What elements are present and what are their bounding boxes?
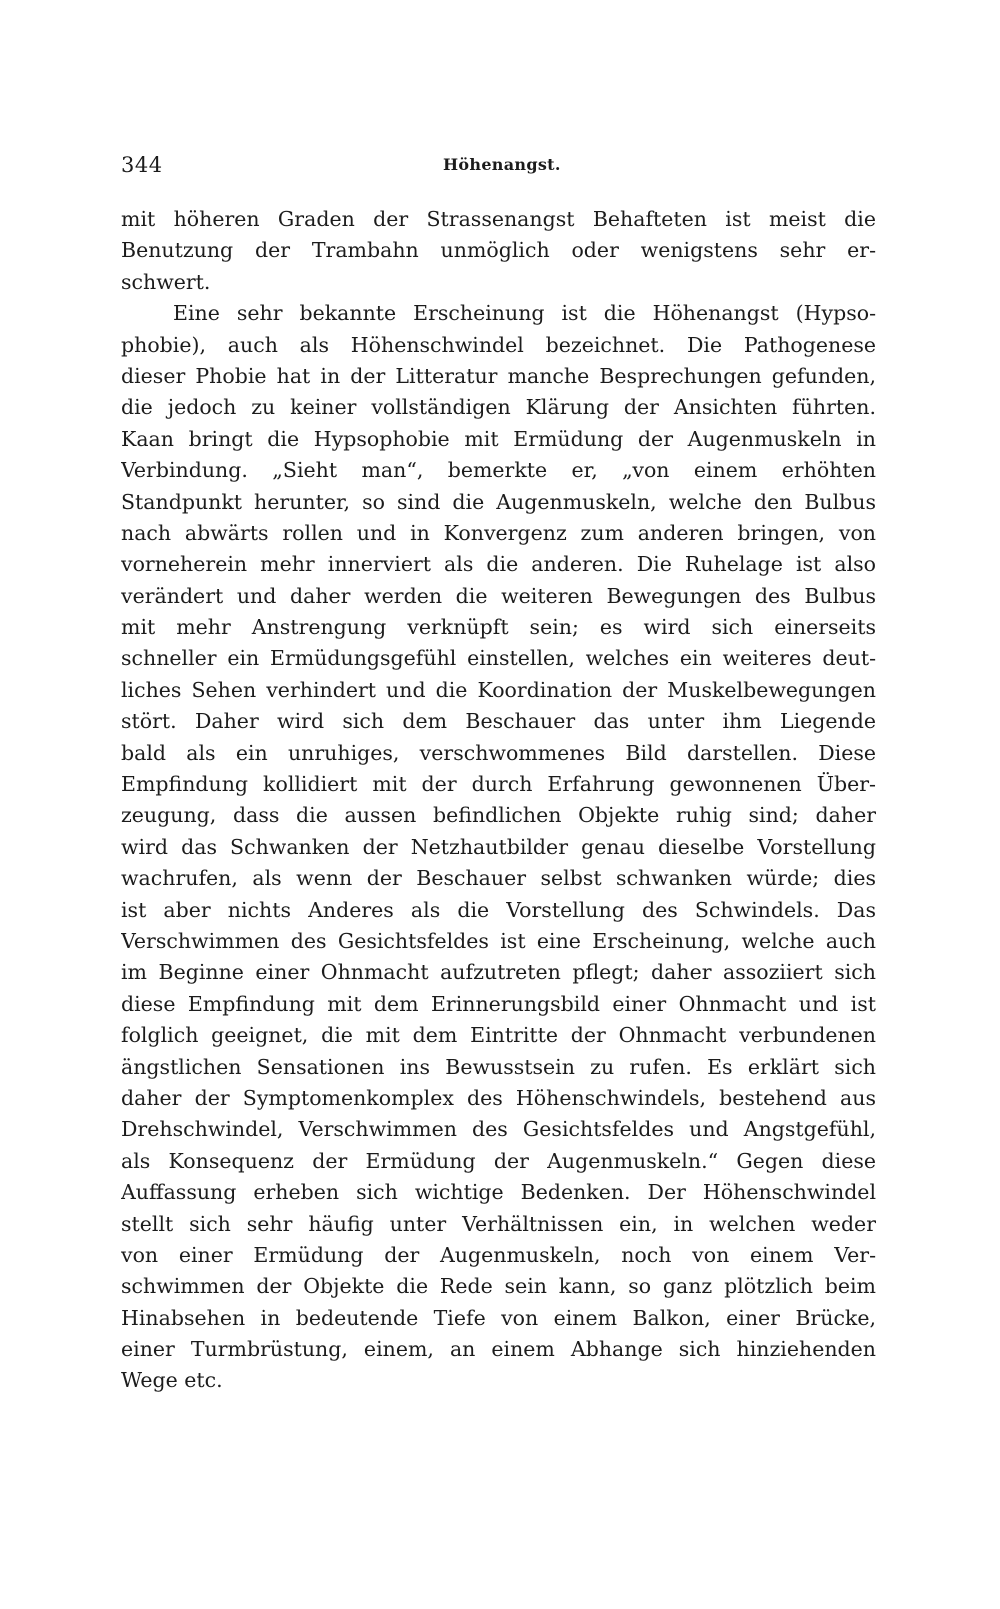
text-line: mit mehr Anstrengung verknüpft sein; es wird sich einerseits [121, 615, 876, 640]
text-line: Eine sehr bekannte Erscheinung ist die Höhenangst (Hypso- [173, 301, 876, 326]
text-line: folglich geeignet, die mit dem Eintritte der Ohnmacht verbundenen [121, 1023, 876, 1048]
text-line: daher der Symptomenkomplex des Höhenschwindels, bestehend aus [121, 1085, 876, 1110]
running-head: Höhenangst. [443, 155, 561, 174]
text-line: wird das Schwanken der Netzhautbilder genau dieselbe Vorstellung [121, 834, 876, 859]
text-line: ist aber nichts Anderes als die Vorstellung des Schwindels. Das [121, 897, 876, 922]
text-line: verändert und daher werden die weiteren Bewegungen des Bulbus [121, 583, 876, 608]
text-line: vorneherein mehr innerviert als die anderen. Die Ruhelage ist also [121, 552, 876, 577]
text-line: dieser Phobie hat in der Litteratur manche Besprechungen gefunden, [121, 363, 876, 388]
text-line: Benutzung der Trambahn unmöglich oder wenigstens sehr er- [121, 238, 876, 263]
text-line: als Konsequenz der Ermüdung der Augenmuskeln.“ Gegen diese [121, 1148, 876, 1173]
text-line: stellt sich sehr häufig unter Verhältnissen ein, in welchen weder [121, 1211, 876, 1236]
text-line: von einer Ermüdung der Augenmuskeln, noch von einem Ver- [121, 1242, 876, 1267]
text-line: Kaan bringt die Hypsophobie mit Ermüdung der Augenmuskeln in [121, 426, 876, 451]
text-line: Standpunkt herunter, so sind die Augenmuskeln, welche den Bulbus [121, 489, 876, 514]
text-line: einer Turmbrüstung, einem, an einem Abhange sich hinziehenden [121, 1337, 876, 1362]
text-line: stört. Daher wird sich dem Beschauer das unter ihm Liegende [121, 709, 876, 734]
text-line: Verschwimmen des Gesichtsfeldes ist eine Erscheinung, welche auch [121, 928, 876, 953]
text-line: wachrufen, als wenn der Beschauer selbst schwanken würde; dies [121, 866, 876, 891]
text-line: Wege etc. [121, 1368, 223, 1393]
text-line: schneller ein Ermüdungsgefühl einstellen, welches ein weiteres deut- [121, 646, 876, 671]
text-line: Hinabsehen in bedeutende Tiefe von einem Balkon, einer Brücke, [121, 1305, 876, 1330]
text-line: zeugung, dass die aussen befindlichen Objekte ruhig sind; daher [121, 803, 876, 828]
text-line: Drehschwindel, Verschwimmen des Gesichtsfeldes und Angstgefühl, [121, 1117, 876, 1142]
page-number: 344 [121, 153, 163, 177]
text-line: phobie), auch als Höhenschwindel bezeichnet. Die Pathogenese [121, 332, 876, 357]
body-text [121, 204, 876, 1397]
text-line: schwert. [121, 269, 211, 294]
page-header [121, 153, 876, 183]
text-line: diese Empfindung mit dem Erinnerungsbild einer Ohnmacht und ist [121, 991, 876, 1016]
text-line: Auffassung erheben sich wichtige Bedenken. Der Höhenschwindel [121, 1180, 876, 1205]
text-line: liches Sehen verhindert und die Koordination der Muskelbewegungen [121, 677, 876, 702]
text-line: die jedoch zu keiner vollständigen Klärung der Ansichten führten. [121, 395, 876, 420]
text-line: bald als ein unruhiges, verschwommenes Bild darstellen. Diese [121, 740, 876, 765]
text-line: schwimmen der Objekte die Rede sein kann, so ganz plötzlich beim [121, 1274, 876, 1299]
text-line: mit höheren Graden der Strassenangst Behafteten ist meist die [121, 207, 876, 231]
text-line: nach abwärts rollen und in Konvergenz zum anderen bringen, von [121, 520, 876, 545]
text-line: im Beginne einer Ohnmacht aufzutreten pflegt; daher assoziiert sich [121, 960, 876, 985]
text-line: Empfindung kollidiert mit der durch Erfahrung gewonnenen Über- [121, 772, 876, 797]
text-line: Verbindung. „Sieht man“, bemerkte er, „von einem erhöhten [121, 458, 876, 483]
text-line: ängstlichen Sensationen ins Bewusstsein zu rufen. Es erklärt sich [121, 1054, 876, 1079]
